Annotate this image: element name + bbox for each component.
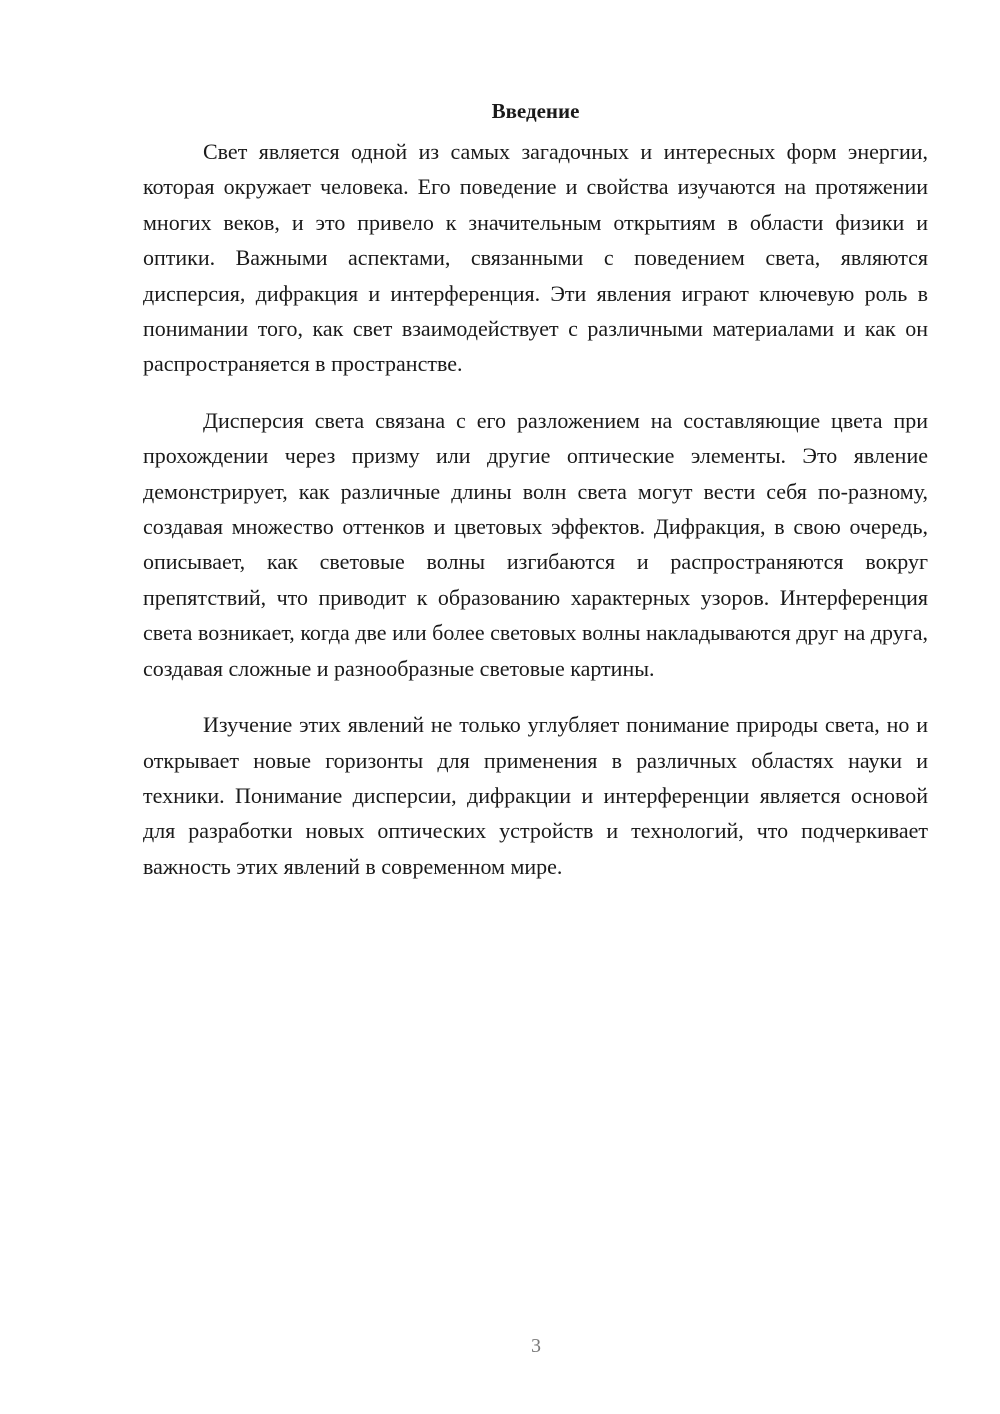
- page-number: 3: [531, 1335, 541, 1357]
- paragraph-2: Дисперсия света связана с его разложением на составляющие цвета при прохождении через призму или другие оптические элементы. Это явление демонстрирует, как различные длины волн света могут вести себя по-разному, создавая множество оттенков и цветовых эффектов. Дифракция, в свою очередь, описывает, как световые волны изгибаются и распространяются вокруг препятствий, что приводит к образованию характерных узоров. Интерференция света возникает, когда две или более световых волны накладываются друг на друга, создавая сложные и разнообразные световые картины.: [143, 407, 928, 681]
- section-title: Введение: [491, 99, 580, 123]
- paragraph-1: Свет является одной из самых загадочных и интересных форм энергии, которая окружает человека. Его поведение и свойства изучаются на протяжении многих веков, и это привело к значительным открытиям в области физики и оптики. Важными аспектами, связанными с поведением света, являются дисперсия, дифракция и интерференция. Эти явления играют ключевую роль в понимании того, как свет взаимодействует с различными материалами и как он распространяется в пространстве.: [143, 139, 928, 377]
- paragraph-3: Изучение этих явлений не только углубляет понимание природы света, но и открывает новые горизонты для применения в различных областях науки и техники. Понимание дисперсии, дифракции и интерференции является основой для разработки новых оптических устройств и технологий, что подчеркивает важность этих явлений в современном мире.: [143, 712, 928, 879]
- page-content: [143, 96, 928, 905]
